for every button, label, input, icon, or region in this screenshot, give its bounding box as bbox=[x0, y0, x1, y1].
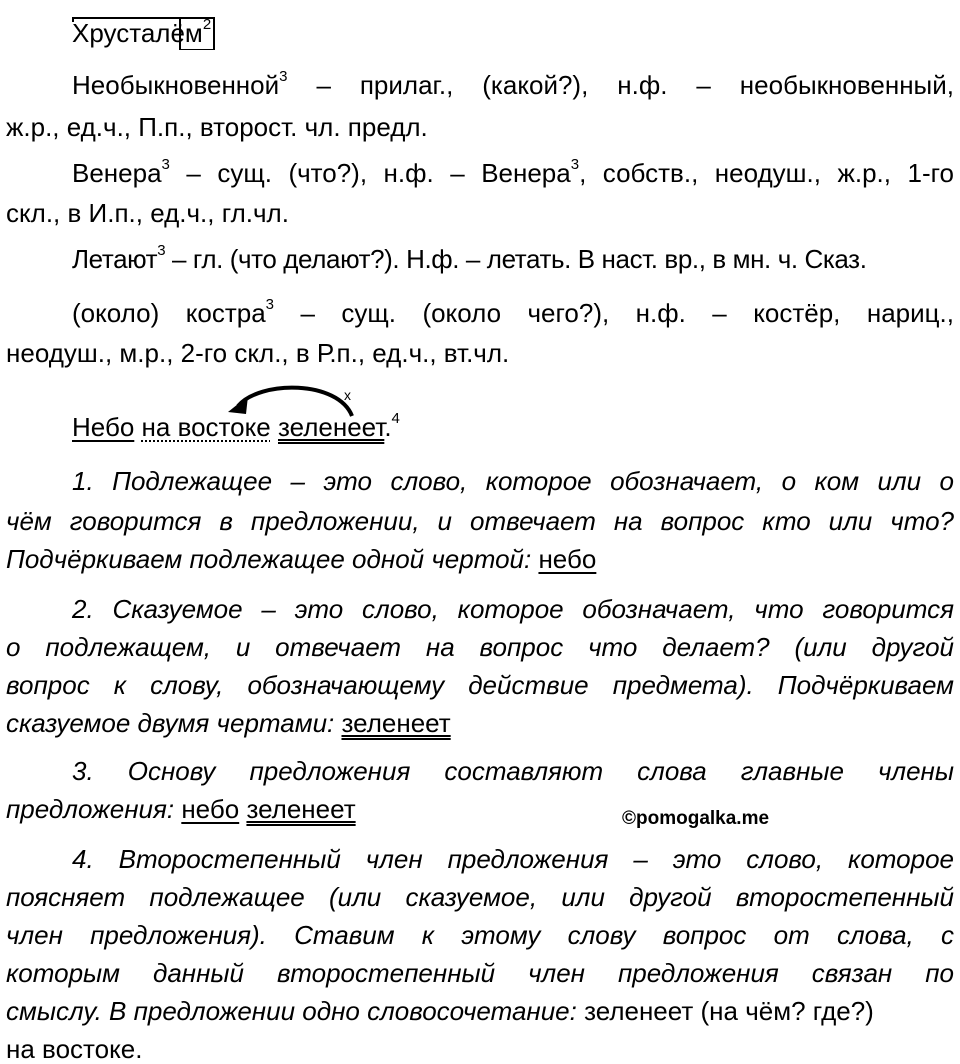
morph-2-line-1: Венера$^3$ – сущ. (что?), н.ф. – Венера$^3$, собств., неодуш., ж.р., 1-го bbox=[72, 156, 954, 188]
predicate-word: зеленеет bbox=[278, 412, 385, 442]
point-3-line-1: 3. Основу предложения составляют слова главные члены bbox=[72, 756, 954, 786]
point-4-line-6: на востоке. bbox=[6, 1034, 143, 1064]
morph-4-line-2: неодуш., м.р., 2-го скл., в Р.п., ед.ч., вт.чл. bbox=[6, 338, 510, 368]
sentence-mark: 4 bbox=[391, 410, 400, 428]
basis-predicate: зеленеет bbox=[246, 794, 356, 824]
point-2-line-1: 2. Сказуемое – это слово, которое обозначает, что говорится bbox=[72, 594, 954, 624]
point-4-line-4: которым данный второстепенный член предложения связан по bbox=[6, 958, 954, 988]
secondary-member: на востоке bbox=[141, 412, 271, 442]
point-4-line-5: смыслу. В предложении одно словосочетание: зеленеет (на чём? где?) bbox=[6, 996, 874, 1026]
point-4-line-1: 4. Второстепенный член предложения – это слово, которое bbox=[72, 844, 954, 874]
watermark: ©pomogalka.me bbox=[622, 808, 770, 829]
point-1-line-2: чём говорится в предложении, и отвечает на вопрос кто или что? bbox=[6, 506, 954, 536]
subject-word: Небо bbox=[72, 412, 135, 442]
morpheme-marks bbox=[72, 14, 232, 50]
point-4-line-2: поясняет подлежащее (или сказуемое, или другой второстепенный bbox=[6, 882, 954, 912]
morph-4-line-1: (около) костра$^3$ – сущ. (около чего?), н.ф. – костёр, нариц., bbox=[72, 296, 954, 328]
point-2-line-3: вопрос к слову, обозначающему действие предмета). Подчёркиваем bbox=[6, 670, 954, 700]
title-mark: 2 bbox=[202, 16, 212, 34]
morph-3-line-1: Летают$^3$ – гл. (что делают?). Н.ф. – летать. В наст. вр., в мн. ч. Сказ. bbox=[72, 242, 867, 274]
morph-2-line-2: скл., в И.п., ед.ч., гл.чл. bbox=[6, 198, 289, 228]
basis-subject: небо bbox=[181, 794, 240, 824]
point-1-line-3: Подчёркиваем подлежащее одной чертой: небо bbox=[6, 544, 597, 574]
subject-example: небо bbox=[538, 544, 597, 574]
title-word bbox=[72, 18, 960, 48]
point-3-line-2: предложения: небо зеленеет bbox=[6, 794, 356, 824]
morph-1-line-1: Необыкновенной$^3$ – прилаг., (какой?), н.ф. – необыкновенный, bbox=[72, 68, 954, 100]
parsed-sentence: Небо на востоке зеленеет.$^4$ bbox=[72, 410, 400, 442]
arrow-mark: x bbox=[344, 387, 351, 403]
word-stem: Хрустал bbox=[72, 18, 171, 48]
point-1-line-1: 1. Подлежащее – это слово, которое обозначает, о ком или о bbox=[72, 466, 954, 496]
predicate-example: зеленеет bbox=[341, 708, 451, 738]
point-4-line-3: член предложения). Ставим к этому слову вопрос от слова, с bbox=[6, 920, 954, 950]
point-2-line-2: о подлежащем, и отвечает на вопрос что делает? (или другой bbox=[6, 632, 954, 662]
morph-1-line-2: ж.р., ед.ч., П.п., второст. чл. предл. bbox=[6, 112, 428, 142]
point-2-line-4: сказуемое двумя чертами: зеленеет bbox=[6, 708, 451, 738]
word-ending: ём bbox=[170, 18, 203, 48]
